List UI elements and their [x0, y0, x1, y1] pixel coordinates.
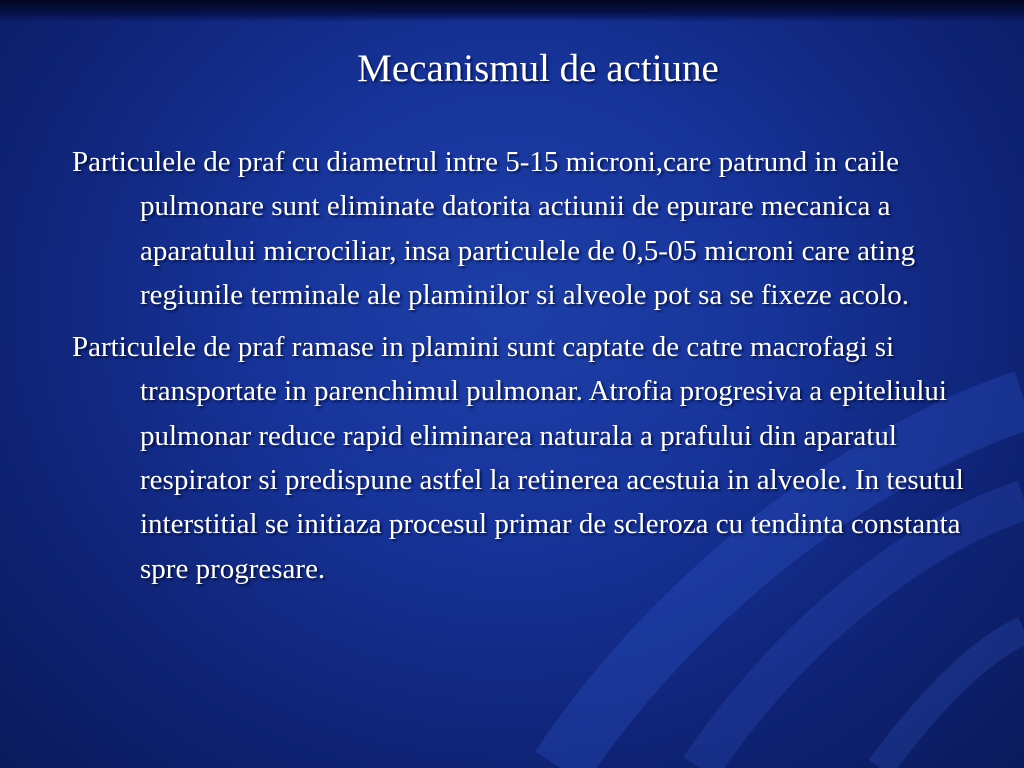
paragraph-2: Particulele de praf ramase in plamini sunt captate de catre macrofagi si transportate in parenchimul pulmonar. Atrofia progresiva a epiteliului pulmonar reduce rapid eliminarea naturala a prafului din aparatul respirator si predispune astfel la retinerea acestuia in alveole. In tesutul interstitial se initiaza procesul primar de scleroza cu tendinta constanta spre progresare. — [72, 331, 964, 585]
paragraph-1: Particulele de praf cu diametrul intre 5-15 microni,care patrund in caile pulmonare sunt eliminate datorita actiunii de epurare mecanica a aparatului microciliar, insa particulele de 0,5-05 microni care ating regiunile terminale ale plaminilor si alveole pot sa se fixeze acolo. — [72, 146, 916, 311]
slide-title: Mecanismul de actiune — [357, 47, 719, 90]
top-dark-band — [0, 0, 1024, 22]
slide-body — [72, 140, 977, 599]
swirl-stroke-edge — [880, 630, 1024, 768]
